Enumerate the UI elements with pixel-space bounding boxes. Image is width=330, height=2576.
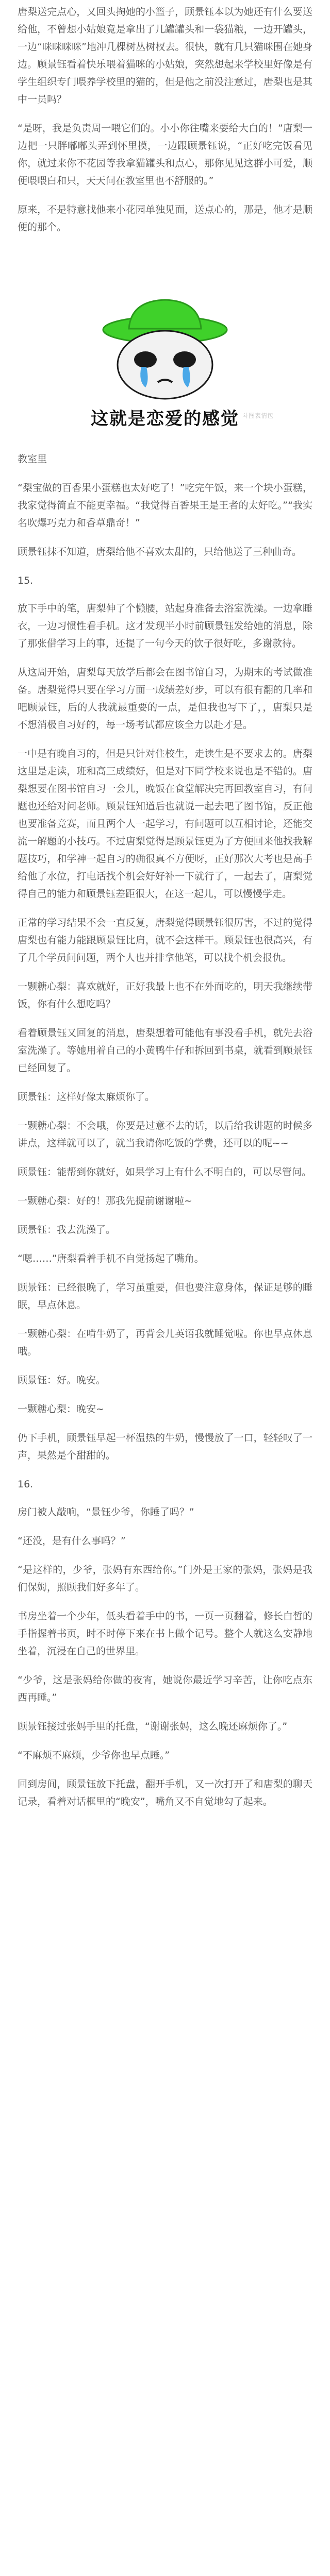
article-paragraph: 顾景钰：好。晚安。 [18, 1375, 106, 1386]
meme-watermark: 斗图表情包 [242, 412, 273, 419]
article-paragraph: 顾景钰抹不知道，唐梨给他不喜欢太甜的，只给他送了三种曲奇。 [18, 546, 302, 557]
article-body-part-d [18, 1503, 312, 1810]
article-paragraph: 正常的学习结果不会一直反复，唐梨觉得顾景钰很厉害，不过的觉得唐梨也有能力能跟顾景钰比肩，就不会这样干。顾景钰也很高兴，有了几个学员问问题，两个人也并排拿他笔，可以找个机会报仇。 [18, 917, 312, 963]
article-paragraph: 教室里 [18, 453, 47, 465]
article-paragraph: 仍下手机，顾景钰早起一杯温热的牛奶，慢慢放了一口，轻轻叹了一声，果然是个甜甜的。 [18, 1432, 312, 1461]
meme-caption: 这就是恋爱的感觉 [91, 409, 239, 429]
article-paragraph: 一颗糖心梨：喜欢就好，正好我最上也不在外面吃的，明天我继续带饭，你有什么想吃吗？ [18, 981, 312, 1010]
article-paragraph: 顾景钰：这样好像太麻烦你了。 [18, 1091, 155, 1103]
article-paragraph: 顾景钰：我去洗澡了。 [18, 1224, 116, 1235]
article-paragraph: 放下手中的笔，唐梨伸了个懒腰，站起身准备去浴室洗澡。一边拿睡衣，一边习惯性看手机。这才发现半小时前顾景钰发给她的消息，除了那张借学习上的事，还提了一句今天的饮子很好吃，多谢款待。 [18, 603, 312, 649]
article-paragraph: 顾景钰接过张妈手里的托盘，“谢谢张妈，这么晚还麻烦你了。” [18, 1721, 288, 1732]
article-paragraph: 顾景钰：能帮到你就好，如果学习上有什么不明白的，可以尽管问。 [18, 1166, 312, 1178]
panda-left-eye [134, 351, 157, 368]
article-paragraph: “梨宝做的百香果小蛋糕也太好吃了！”吃完午饭，来一个块小蛋糕，我家觉得简直不能更幸福。“我觉得百香果王是王者的太好吃。”“我实名吹爆巧克力和香草鼎奇！” [18, 482, 312, 529]
article-body-part-a [18, 3, 312, 236]
section-number-15: 15. [18, 575, 34, 586]
panda-head [118, 331, 212, 399]
article-paragraph: 一颗糖心梨：晚安~ [18, 1403, 104, 1415]
article-paragraph: “还没，是有什么事吗？” [18, 1535, 126, 1547]
meme-image [54, 247, 276, 433]
article-paragraph: 一颗糖心梨：在啃牛奶了，再背会儿英语我就睡觉啦。你也早点休息哦。 [18, 1328, 312, 1357]
article-body-part-b [18, 450, 312, 561]
article-body-part-c [18, 600, 312, 1464]
article-paragraph: 书房坐着一个少年，低头看着手中的书，一页一页翻着，修长白皙的手指握着书页，时不时停下来在书上做个记号。整个人就这么安静地坐着，沉浸在自己的世界里。 [18, 1611, 312, 1657]
article-paragraph: 一中是有晚自习的，但是只针对住校生，走读生是不要求去的。唐梨这里是走读，班和高三成绩好，但是对下同学校来说也是不错的。唐梨想要在图书馆自习一会儿，晚饭在食堂解决完再回教室自习，有问题也还给对问老师。顾景钰知道后也就说一起去吧了图书馆，反正他也要准备竞赛，而且两个人一起学习，有问题可以互相讨论，还能交流一解题的小技巧。不过唐梨觉得是顾景钰更为了方便回来他找我解题技巧，和学神一起自习的确很真不方便呀，正好那次大考也是高手给他了水位，打电话找个机会好好补一下就行了，一起去了，唐梨觉得自己的能力和顾景钰差距很大，在这一起儿，可以慢慢学走。 [18, 748, 312, 900]
article-paragraph: 原来，不是特意找他来小花园单独见面，送点心的，那是，他才是顺便的那个。 [18, 204, 312, 233]
article-paragraph: 顾景钰：已经很晚了，学习虽重要，但也要注意身体，保证足够的睡眠，早点休息。 [18, 1282, 312, 1311]
article-paragraph: “是这样的，少爷，张妈有东西给你。”门外是王家的张妈，张妈是我们保姆，照顾我们好多年了。 [18, 1564, 312, 1593]
article-paragraph: 一颗糖心梨：不会哦，你要是过意不去的话，以后给我讲题的时候多讲点，这样就可以了，就当我请你吃饭的学费，还可以的呢~~ [18, 1120, 312, 1149]
panda-meme-illustration [98, 299, 232, 402]
section-number-16: 16. [18, 1479, 34, 1490]
article-paragraph: 一颗糖心梨：好的！那我先提前谢谢啦~ [18, 1195, 192, 1207]
green-hat-crown [129, 300, 201, 329]
article-paragraph: 房门被人敲响，“景钰少爷，你睡了吗？” [18, 1506, 194, 1518]
article-paragraph: “不麻烦不麻烦，少爷你也早点睡。” [18, 1750, 170, 1761]
article-paragraph: 唐梨送完点心，又回头掏她的小篮子，顾景钰本以为她还有什么要送给他，不曾想小姑娘竟是拿出了几罐罐头和一袋猫粮，一边开罐头，一边“咪咪咪咪”地冲几棵树丛树杈去。很快，就有几只猫咪围在她身边。顾景钰看着快乐喂着猫咪的小姑娘，突然想起来学校里好像是有学生组织专门喂养学校里的猫的，但是他之前没注意过，唐梨也是其中一员吗？ [18, 6, 312, 105]
article-paragraph: 看着顾景钰又回复的消息，唐梨想着可能他有事没看手机，就先去浴室洗澡了。等她用着自己的小黄鸭牛仔和拆回到书桌，就看到顾景钰已经回复了。 [18, 1027, 312, 1074]
article-paragraph: “是呀，我是负责周一喂它们的。小小你往嘴来要给大白的！”唐梨一边把一只胖嘟嘟头弄到怀里摸，一边跟顾景钰说，“正好吃完饭看见你，就过来你不花园等我拿猫罐头和点心，那你见见这群小可爱，顺便喂喂白和只，天天问在教室里也不舒服的。” [18, 123, 312, 187]
article-paragraph: 回到房间，顾景钰放下托盘，翻开手机，又一次打开了和唐梨的聊天记录，看着对话框里的“晚安”，嘴角又不自觉地勾了起来。 [18, 1778, 312, 1807]
article-paragraph: 从这周开始，唐梨每天放学后都会在图书馆自习，为期末的考试做准备。唐梨觉得只要在学习方面一成绩差好步，可以有很有翻的几率和吧顾景钰，后的人我就最重要的一点，是但我也写下了，，唐梨只是不想消极自习好的，每一场考试都应该全力以赴才是。 [18, 667, 312, 731]
article-paragraph: “少爷，这是张妈给你做的夜宵，她说你最近学习辛苦，让你吃点东西再睡。” [18, 1674, 312, 1703]
article-paragraph: “嗯……”唐梨看着手机不自觉扬起了嘴角。 [18, 1253, 204, 1264]
panda-right-eye [173, 351, 196, 368]
